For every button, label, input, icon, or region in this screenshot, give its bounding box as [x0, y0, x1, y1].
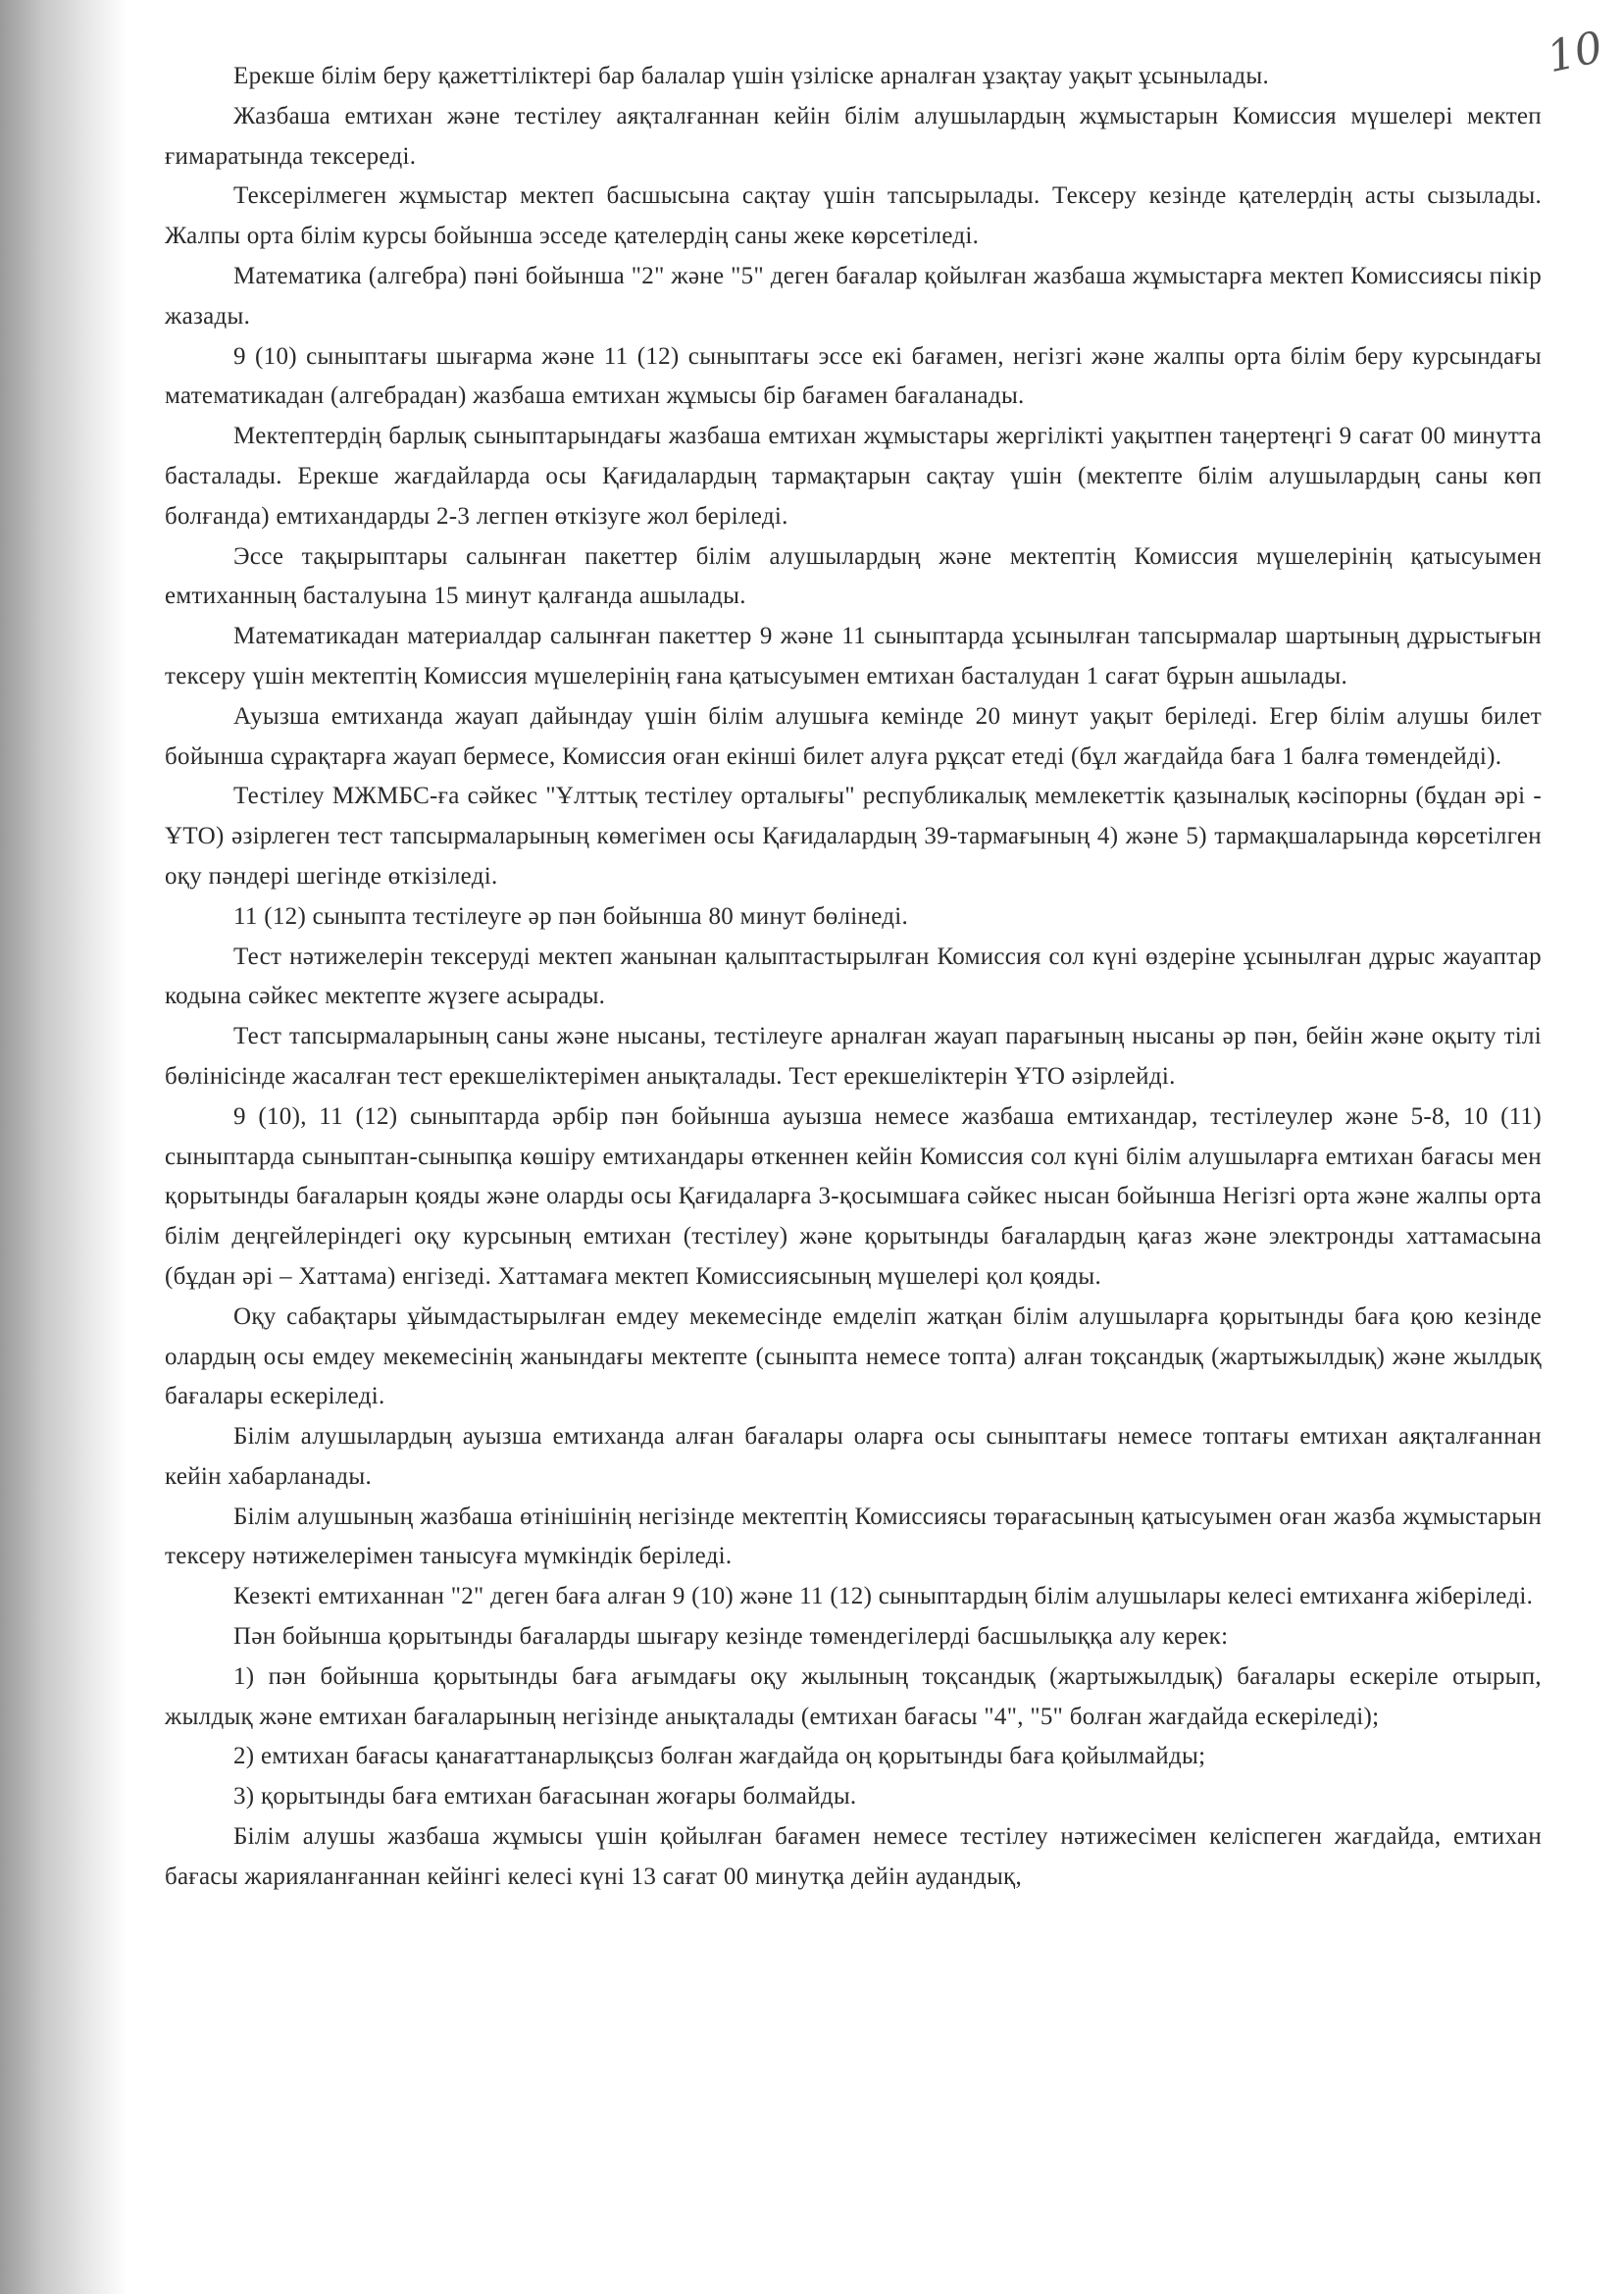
paragraph: 9 (10) сыныптағы шығарма және 11 (12) сыныптағы эссе екі бағамен, негізгі және жалпы орта білім беру курсындағы математикадан (алгебрадан) жазбаша емтихан жұмысы бір бағамен бағаланады. [165, 342, 1542, 410]
scan-edge-shadow [0, 0, 127, 2294]
paragraph: Эссе тақырыптары салынған пакеттер білім алушылардың және мектептің Комиссия мүшелерінің қатысуымен емтиханның басталуына 15 минут қалғанда ашылады. [165, 542, 1542, 610]
paragraph: Білім алушының жазбаша өтінішінің негізінде мектептің Комиссиясы төрағасының қатысуымен оған жазба жұмыстарын тексеру нәтижелерімен танысуға мүмкіндік беріледі. [165, 1503, 1542, 1570]
paragraph: Тест тапсырмаларының саны және нысаны, тестілеуге арналған жауап парағының нысаны әр пән, бейін және оқыту тілі бөлінісінде жасалған тест ерекшеліктерімен анықталады. Тест ерекшеліктерін ҰТО әзірлейді. [165, 1023, 1542, 1090]
paragraph: Мектептердің барлық сыныптарындағы жазбаша емтихан жұмыстары жергілікті уақытпен таңертеңгі 9 сағат 00 минутта басталады. Ерекше жағдайларда осы Қағидалардың тармақтарын сақтау үшін (мектепте білім алушылардың саны көп болғанда) емтихандарды 2-3 легпен өткізуге жол беріледі. [165, 423, 1542, 530]
paragraph: Оқу сабақтары ұйымдастырылған емдеу мекемесінде емделіп жатқан білім алушыларға қорытынды баға қою кезінде олардың осы емдеу мекемесінің жанындағы мектепте (сыныпта немесе топта) алған тоқсандық (жартыжылдық) және жылдық бағалары ескеріледі. [165, 1302, 1542, 1410]
paragraph: Пән бойынша қорытынды бағаларды шығару кезінде төмендегілерді басшылыққа алу керек: [233, 1623, 1229, 1651]
paragraph: Тестілеу МЖМБС-ға сәйкес "Ұлттық тестілеу орталығы" республикалық мемлекеттік қазыналық кәсіпорны (бұдан әрі - ҰТО) әзірлеген тест тапсырмаларының көмегімен осы Қағидалардың 39-тармағының 4) және 5) тармақшаларында көрсетілген оқу пәндері шегінде өткізіледі. [165, 783, 1542, 890]
paragraph: Жазбаша емтихан және тестілеу аяқталғаннан кейін білім алушылардың жұмыстарын Комиссия мүшелері мектеп ғимаратында тексереді. [165, 102, 1542, 170]
paragraph: Білім алушылардың ауызша емтиханда алған бағалары оларға осы сыныптағы немесе топтағы емтихан аяқталғаннан кейін хабарланады. [165, 1423, 1542, 1490]
document-body [165, 57, 1542, 1898]
paragraph: 11 (12) сыныпта тестілеуге әр пән бойынша 80 минут бөлінеді. [233, 902, 909, 930]
paragraph: Тексерілмеген жұмыстар мектеп басшысына сақтау үшін тапсырылады. Тексеру кезінде қателердің асты сызылады. Жалпы орта білім курсы бойынша эсседе қателердің саны жеке көрсетіледі. [165, 182, 1542, 250]
paragraph: Білім алушы жазбаша жұмысы үшін қойылған бағамен немесе тестілеу нәтижесімен келіспеген жағдайда, емтихан бағасы жарияланғаннан кейінгі келесі күні 13 сағат 00 минутқа дейін аудандық, [165, 1823, 1542, 1890]
paragraph: Кезекті емтиханнан "2" деген баға алған 9 (10) және 11 (12) сыныптардың білім алушылары келесі емтиханға жіберіледі. [233, 1583, 1534, 1610]
paragraph: Тест нәтижелерін тексеруді мектеп жанынан қалыптастырылған Комиссия сол күні өздеріне ұсынылған дұрыс жауаптар кодына сәйкес мектепте жүзеге асырады. [165, 943, 1542, 1010]
page-number: 10 [1543, 22, 1607, 83]
paragraph: Ерекше білім беру қажеттіліктері бар балалар үшін үзіліске арналған ұзақтау уақыт ұсынылады. [233, 63, 1270, 89]
list-item: 3) қорытынды баға емтихан бағасынан жоғары болмайды. [233, 1783, 857, 1810]
paragraph: Математикадан материалдар салынған пакеттер 9 және 11 сыныптарда ұсынылған тапсырмалар шартының дұрыстығын тексеру үшін мектептің Комиссия мүшелерінің ғана қатысуымен емтихан басталудан 1 сағат бұрын ашылады. [165, 623, 1542, 689]
paragraph: Математика (алгебра) пәні бойынша "2" және "5" деген бағалар қойылған жазбаша жұмыстарға мектеп Комиссиясы пікір жазады. [165, 262, 1542, 330]
list-item: 2) емтихан бағасы қанағаттанарлықсыз болған жағдайда оң қорытынды баға қойылмайды; [233, 1743, 1206, 1770]
list-item: 1) пән бойынша қорытынды баға ағымдағы оқу жылының тоқсандық (жартыжылдық) бағалары ескеріле отырып, жылдық және емтихан бағаларының негізінде анықталады (емтихан бағасы "4", "5" болған жағдайда ескеріледі); [165, 1662, 1542, 1730]
paragraph: Ауызша емтиханда жауап дайындау үшін білім алушыға кемінде 20 минут уақыт беріледі. Егер білім алушы билет бойынша сұрақтарға жауап бермесе, Комиссия оған екінші билет алуға рұқсат етеді (бұл жағдайда баға 1 балға төмендейді). [165, 702, 1542, 770]
paragraph: 9 (10), 11 (12) сыныптарда әрбір пән бойынша ауызша немесе жазбаша емтихандар, тестілеулер және 5-8, 10 (11) сыныптарда сыныптан-сыныпқа көшіру емтихандары өткеннен кейін Комиссия сол күні білім алушыларға емтихан бағасы мен қорытынды бағаларын қояды және оларды осы Қағидаларға 3-қосымшаға сәйкес нысан бойынша Негізгі орта және жалпы орта білім деңгейлеріндегі оқу курсының емтихан (тестілеу) және қорытынды бағалардың қағаз және электронды хаттамасына (бұдан әрі – Хаттама) енгізеді. Хаттамаға мектеп Комиссиясының мүшелері қол қояды. [165, 1102, 1542, 1290]
